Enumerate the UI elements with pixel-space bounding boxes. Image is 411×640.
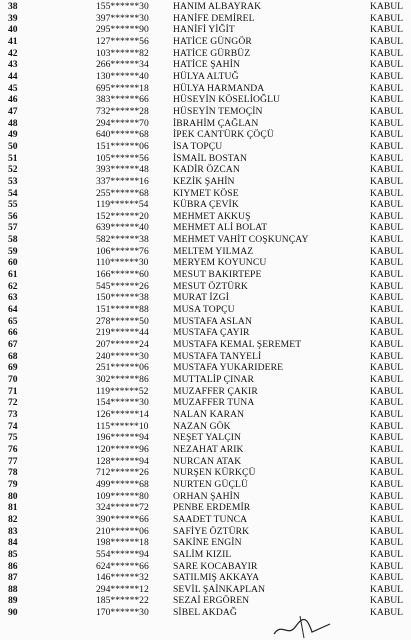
list-row [0,24,411,36]
row-number: 81 [8,502,18,514]
row-number: 53 [8,175,18,187]
row-id-number: 383******66 [96,94,149,106]
row-result: KABUL [370,24,404,36]
row-result: KABUL [370,455,404,467]
row-full-name: İPEK CANTÜRK ÇÖÇÜ [173,129,274,141]
list-row [0,432,411,444]
list-row [0,188,411,200]
list-row [0,292,411,304]
row-id-number: 545******26 [96,280,149,292]
row-result: KABUL [370,513,404,525]
row-result: KABUL [370,292,404,304]
row-number: 44 [8,70,18,82]
row-full-name: MUSTAFA ÇAYIR [173,327,250,339]
list-row [0,36,411,48]
row-number: 46 [8,94,18,106]
row-result: KABUL [370,443,404,455]
row-full-name: SALİM KIZIL [173,548,232,560]
row-full-name: HÜLYA HARMANDA [173,82,265,94]
list-row [0,514,411,526]
row-id-number: 151******06 [96,140,149,152]
list-row [0,269,411,281]
row-result: KABUL [370,525,404,537]
row-full-name: NURŞEN KÜRKÇÜ [173,467,256,479]
row-full-name: SAKİNE ENGİN [173,537,242,549]
list-row [0,327,411,339]
row-full-name: NEZAHAT ARIK [173,443,244,455]
row-id-number: 119******54 [96,199,149,211]
row-number: 73 [8,408,18,420]
row-id-number: 240******30 [96,350,149,362]
row-number: 86 [8,560,18,572]
row-full-name: SAFİYE ÖZTÜRK [173,525,250,537]
row-full-name: HÜLYA ALTUĞ [173,70,239,82]
row-full-name: HANIM ALBAYRAK [173,1,262,12]
row-result: KABUL [370,478,404,490]
row-result: KABUL [370,304,404,316]
list-row [0,491,411,503]
row-id-number: 255******68 [96,187,149,199]
row-number: 71 [8,385,18,397]
list-row [0,211,411,223]
row-result: KABUL [370,47,404,59]
row-full-name: MELTEM YILMAZ [173,245,254,257]
row-id-number: 127******56 [96,35,149,47]
row-full-name: HÜSEYİN KÖSELİOĞLU [173,94,281,106]
row-result: KABUL [370,140,404,152]
row-result: KABUL [370,187,404,199]
row-number: 49 [8,129,18,141]
row-number: 79 [8,478,18,490]
list-row [0,456,411,468]
row-full-name: NURCAN ATAK [173,455,242,467]
row-number: 63 [8,292,18,304]
row-number: 68 [8,350,18,362]
row-id-number: 695******18 [96,82,149,94]
list-row [0,421,411,433]
list-row [0,106,411,118]
row-number: 84 [8,537,18,549]
row-id-number: 251******06 [96,362,149,374]
row-full-name: HANİFİ YİĞİT [173,24,235,36]
row-number: 50 [8,140,18,152]
row-result: KABUL [370,105,404,117]
row-full-name: SATILMIŞ AKKAYA [173,572,260,584]
list-row [0,1,411,13]
row-full-name: NAZAN GÖK [173,420,231,432]
row-id-number: 130******40 [96,70,149,82]
row-number: 64 [8,304,18,316]
row-id-number: 712******26 [96,467,149,479]
row-number: 59 [8,245,18,257]
row-number: 82 [8,513,18,525]
list-row [0,71,411,83]
list-row [0,526,411,538]
row-full-name: İSMAİL BOSTAN [173,152,247,164]
row-number: 87 [8,572,18,584]
row-result: KABUL [370,607,404,619]
row-full-name: KEZİK ŞAHİN [173,175,235,187]
list-row [0,48,411,60]
row-full-name: MERYEM KOYUNCU [173,257,267,269]
row-number: 80 [8,490,18,502]
row-id-number: 324******72 [96,502,149,514]
row-full-name: SEVİL ŞAİNKAPLAN [173,583,266,595]
row-number: 52 [8,164,18,176]
row-number: 74 [8,420,18,432]
row-number: 42 [8,47,18,59]
row-result: KABUL [370,385,404,397]
list-row [0,257,411,269]
row-result: KABUL [370,59,404,71]
row-result: KABUL [370,164,404,176]
row-number: 61 [8,269,18,281]
row-id-number: 207******24 [96,339,149,351]
row-number: 70 [8,374,18,385]
row-id-number: 294******70 [96,117,149,129]
row-number: 43 [8,59,18,71]
row-id-number: 294******12 [96,583,149,595]
list-row [0,467,411,479]
row-result: KABUL [370,490,404,502]
list-row [0,164,411,176]
row-id-number: 624******66 [96,560,149,572]
row-id-number: 582******38 [96,234,149,246]
row-id-number: 151******88 [96,304,149,316]
list-row [0,607,411,619]
row-id-number: 554******94 [96,548,149,560]
row-result: KABUL [370,82,404,94]
row-result: KABUL [370,175,404,187]
row-result: KABUL [370,548,404,560]
list-row [0,141,411,153]
list-row [0,537,411,549]
list-row [0,584,411,596]
row-full-name: İBRAHİM ÇAĞLAN [173,117,259,129]
row-full-name: KIYMET KÖSE [173,187,239,199]
row-result: KABUL [370,152,404,164]
list-row [0,444,411,456]
row-full-name: SEZAİ ERGÖREN [173,595,250,607]
row-result: KABUL [370,397,404,409]
row-id-number: 397******30 [96,12,149,24]
row-id-number: 302******86 [96,374,149,385]
row-full-name: SARE KOCABAYIR [173,560,258,572]
row-number: 45 [8,82,18,94]
row-id-number: 166******60 [96,269,149,281]
row-full-name: HÜSEYİN TEMOÇİN [173,105,263,117]
list-row [0,234,411,246]
row-full-name: MUSTAFA ASLAN [173,315,252,327]
row-result: KABUL [370,327,404,339]
list-row [0,572,411,584]
row-full-name: MURAT İZGİ [173,292,229,304]
row-result: KABUL [370,129,404,141]
list-row [0,199,411,211]
row-id-number: 150******38 [96,292,149,304]
list-row [0,83,411,95]
list-row [0,129,411,141]
row-number: 67 [8,339,18,351]
row-result: KABUL [370,315,404,327]
row-number: 48 [8,117,18,129]
row-id-number: 196******94 [96,432,149,444]
row-full-name: HATİCE ŞAHİN [173,59,241,71]
row-result: KABUL [370,94,404,106]
list-row [0,409,411,421]
row-number: 41 [8,35,18,47]
row-number: 78 [8,467,18,479]
signature-mark [270,612,340,640]
row-number: 56 [8,210,18,222]
row-result: KABUL [370,117,404,129]
row-id-number: 154******30 [96,397,149,409]
applicant-list [0,1,411,619]
row-result: KABUL [370,350,404,362]
row-id-number: 119******52 [96,385,149,397]
list-row [0,222,411,234]
row-number: 57 [8,222,18,234]
row-full-name: MEHMET AKKUŞ [173,210,251,222]
row-full-name: MUSA TOPÇU [173,304,235,316]
row-id-number: 120******96 [96,443,149,455]
row-id-number: 110******30 [96,257,149,269]
row-id-number: 103******82 [96,47,149,59]
row-full-name: MUSTAFA KEMAL ŞEREMET [173,339,302,351]
row-number: 60 [8,257,18,269]
row-number: 85 [8,548,18,560]
row-result: KABUL [370,408,404,420]
row-full-name: SAADET TUNCA [173,513,248,525]
list-row [0,94,411,106]
row-result: KABUL [370,234,404,246]
row-id-number: 640******68 [96,129,149,141]
list-row [0,362,411,374]
row-full-name: MUTTALİP ÇINAR [173,374,255,385]
row-number: 83 [8,525,18,537]
row-result: KABUL [370,420,404,432]
row-number: 62 [8,280,18,292]
list-row [0,397,411,409]
row-full-name: MUSTAFA YUKARIDERE [173,362,284,374]
row-number: 66 [8,327,18,339]
row-id-number: 152******20 [96,210,149,222]
row-full-name: MEHMET ALİ BOLAT [173,222,268,234]
list-row [0,339,411,351]
row-id-number: 128******94 [96,455,149,467]
list-row [0,316,411,328]
row-result: KABUL [370,432,404,444]
row-full-name: MESUT BAKIRTEPE [173,269,262,281]
row-id-number: 106******76 [96,245,149,257]
row-number: 76 [8,443,18,455]
row-full-name: SİBEL AKDAĞ [173,607,237,619]
list-row [0,281,411,293]
row-id-number: 146******32 [96,572,149,584]
row-full-name: KÜBRA ÇEVİK [173,199,239,211]
row-id-number: 198******18 [96,537,149,549]
row-full-name: KADİR ÖZCAN [173,164,240,176]
row-result: KABUL [370,502,404,514]
row-result: KABUL [370,339,404,351]
list-row [0,595,411,607]
row-result: KABUL [370,572,404,584]
row-result: KABUL [370,583,404,595]
row-full-name: MUZAFFER TUNA [173,397,255,409]
list-row [0,502,411,514]
row-number: 88 [8,583,18,595]
row-id-number: 105******56 [96,152,149,164]
row-number: 38 [8,1,18,12]
row-id-number: 393******48 [96,164,149,176]
row-id-number: 126******14 [96,408,149,420]
row-number: 69 [8,362,18,374]
row-number: 72 [8,397,18,409]
row-result: KABUL [370,374,404,385]
row-full-name: MUSTAFA TANYELİ [173,350,262,362]
row-result: KABUL [370,35,404,47]
row-number: 40 [8,24,18,36]
row-full-name: MUZAFFER ÇAKIR [173,385,258,397]
row-full-name: İSA TOPÇU [173,140,223,152]
list-row [0,246,411,258]
row-result: KABUL [370,280,404,292]
row-id-number: 170******30 [96,607,149,619]
row-number: 65 [8,315,18,327]
row-id-number: 155******30 [96,1,149,12]
row-full-name: NALAN KARAN [173,408,245,420]
row-result: KABUL [370,362,404,374]
row-id-number: 499******68 [96,478,149,490]
row-full-name: ORHAN ŞAHİN [173,490,240,502]
row-result: KABUL [370,537,404,549]
row-full-name: PENBE ERDEMİR [173,502,251,514]
row-result: KABUL [370,210,404,222]
list-row [0,479,411,491]
row-id-number: 639******40 [96,222,149,234]
row-number: 54 [8,187,18,199]
row-id-number: 337******16 [96,175,149,187]
list-row [0,549,411,561]
list-row [0,304,411,316]
row-id-number: 115******10 [96,420,149,432]
row-id-number: 219******44 [96,327,149,339]
list-row [0,386,411,398]
row-full-name: HATİCE GÜRBÜZ [173,47,251,59]
row-id-number: 390******66 [96,513,149,525]
row-id-number: 109******80 [96,490,149,502]
list-row [0,59,411,71]
list-row [0,13,411,25]
row-number: 47 [8,105,18,117]
row-id-number: 295******90 [96,24,149,36]
row-full-name: NEŞET YALÇIN [173,432,242,444]
list-row [0,561,411,573]
row-id-number: 732******28 [96,105,149,117]
row-number: 58 [8,234,18,246]
row-result: KABUL [370,257,404,269]
row-full-name: HANİFE DEMİREL [173,12,255,24]
row-full-name: HATİCE GÜNGÖR [173,35,252,47]
row-result: KABUL [370,1,404,12]
row-id-number: 210******06 [96,525,149,537]
row-full-name: MESUT ÖZTÜRK [173,280,248,292]
row-number: 39 [8,12,18,24]
row-full-name: MEHMET VAHİT COŞKUNÇAY [173,234,309,246]
row-id-number: 266******34 [96,59,149,71]
row-result: KABUL [370,70,404,82]
list-row [0,153,411,165]
row-number: 77 [8,455,18,467]
row-full-name: NURTEN GÜÇLÜ [173,478,248,490]
row-result: KABUL [370,12,404,24]
row-result: KABUL [370,222,404,234]
list-row [0,176,411,188]
row-result: KABUL [370,467,404,479]
row-id-number: 278******50 [96,315,149,327]
list-row [0,374,411,386]
row-number: 55 [8,199,18,211]
row-id-number: 185******22 [96,595,149,607]
list-row [0,351,411,363]
row-result: KABUL [370,269,404,281]
row-result: KABUL [370,595,404,607]
row-result: KABUL [370,560,404,572]
list-row [0,118,411,130]
row-number: 89 [8,595,18,607]
row-result: KABUL [370,245,404,257]
row-number: 51 [8,152,18,164]
row-number: 90 [8,607,18,619]
row-result: KABUL [370,199,404,211]
row-number: 75 [8,432,18,444]
